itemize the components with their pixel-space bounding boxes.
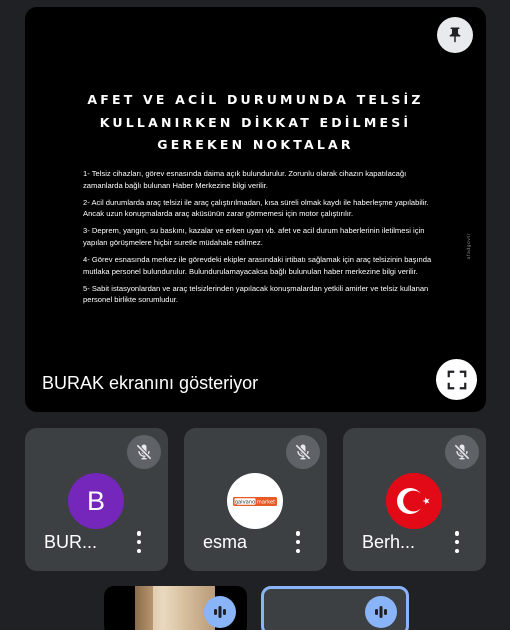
more-options-button[interactable] [133, 529, 145, 555]
document-paragraph: 4- Görev esnasında merkez ile görevdeki ekipler arasındaki irtibatı sağlamak için araç telsizinin başında mutlaka personel bulundurulur. Bulundurulamayacaksa bağlı bulunulan haber merkezine bilgi verilir. [83, 255, 432, 276]
mic-off-indicator [127, 435, 161, 469]
mic-off-icon [134, 442, 154, 462]
fullscreen-button[interactable] [436, 359, 477, 400]
participant-tile[interactable] [184, 428, 327, 571]
side-watermark: afadgovtr [467, 233, 472, 260]
self-video-tile[interactable] [261, 586, 409, 630]
document-title-line: KULLANIRKEN DİKKAT EDİLMESİ [99, 114, 412, 130]
document-paragraph: 1- Telsiz cihazları, görev esnasında daima açık bulundurulur. Zorunlu olarak cihazın kapatılacağı zamanlarda bağlı bulunan Haber Merkezine bilgi verilir. [83, 169, 407, 190]
pin-icon [446, 26, 464, 44]
document-body [83, 168, 439, 311]
participant-name: esma [203, 532, 248, 552]
more-vert-icon [137, 531, 142, 536]
more-options-button[interactable] [292, 529, 304, 555]
document-title [25, 89, 486, 157]
audio-level-indicator [204, 596, 236, 628]
fullscreen-icon [446, 369, 468, 391]
mic-off-indicator [445, 435, 479, 469]
avatar [227, 473, 283, 529]
mic-off-icon [452, 442, 472, 462]
audio-level-icon [212, 605, 228, 619]
document-title-line: AFET VE ACİL DURUMUNDA TELSİZ [87, 92, 424, 107]
pin-button[interactable] [437, 17, 473, 53]
participant-name: BUR... [44, 532, 98, 552]
svg-text:galvano: galvano [234, 499, 256, 506]
participant-name: Berh... [362, 532, 416, 552]
document-paragraph: 5- Sabit istasyonlardan ve araç telsizlerinden yapılacak konuşmalardan yetkili amirler ve telsiz kullanan personel birlikte sorumludur. [83, 283, 429, 305]
mic-off-icon [293, 442, 313, 462]
turkish-flag-icon [386, 473, 442, 529]
mic-off-indicator [286, 435, 320, 469]
galvano-market-logo [227, 473, 283, 529]
svg-text:market: market [256, 499, 276, 506]
more-vert-icon [455, 531, 460, 536]
participant-video-tile[interactable] [104, 586, 247, 630]
participant-tile[interactable] [25, 428, 168, 571]
more-vert-icon [296, 531, 301, 536]
curtain [135, 586, 153, 630]
audio-level-icon [373, 605, 389, 619]
audio-level-indicator [365, 596, 397, 628]
avatar [386, 473, 442, 529]
document-paragraph: 2- Acil durumlarda araç telsizi ile araç çalıştırılmadan, kısa süreli olmak kaydı ile haberleşme yapılabilir. Ancak uzun konuşmalarda araç aküsünün zarar görmemesi için motor çalıştırılır. [83, 197, 429, 219]
presenter-label: BURAK ekranını gösteriyor [42, 373, 259, 393]
document-title-line: GEREKEN NOKTALAR [157, 137, 354, 152]
avatar-letter: B [86, 485, 105, 516]
presentation-stage[interactable] [25, 7, 486, 412]
document-paragraph: 3- Deprem, yangın, su baskını, kazalar ve erken uyarı vb. afet ve acil durum haberlerinin iletilmesi için yapılan görüşmelere hiçbir suretle müdahale edilmez. [83, 226, 425, 247]
avatar [68, 473, 124, 529]
more-options-button[interactable] [451, 529, 463, 555]
participant-tile[interactable] [343, 428, 486, 571]
